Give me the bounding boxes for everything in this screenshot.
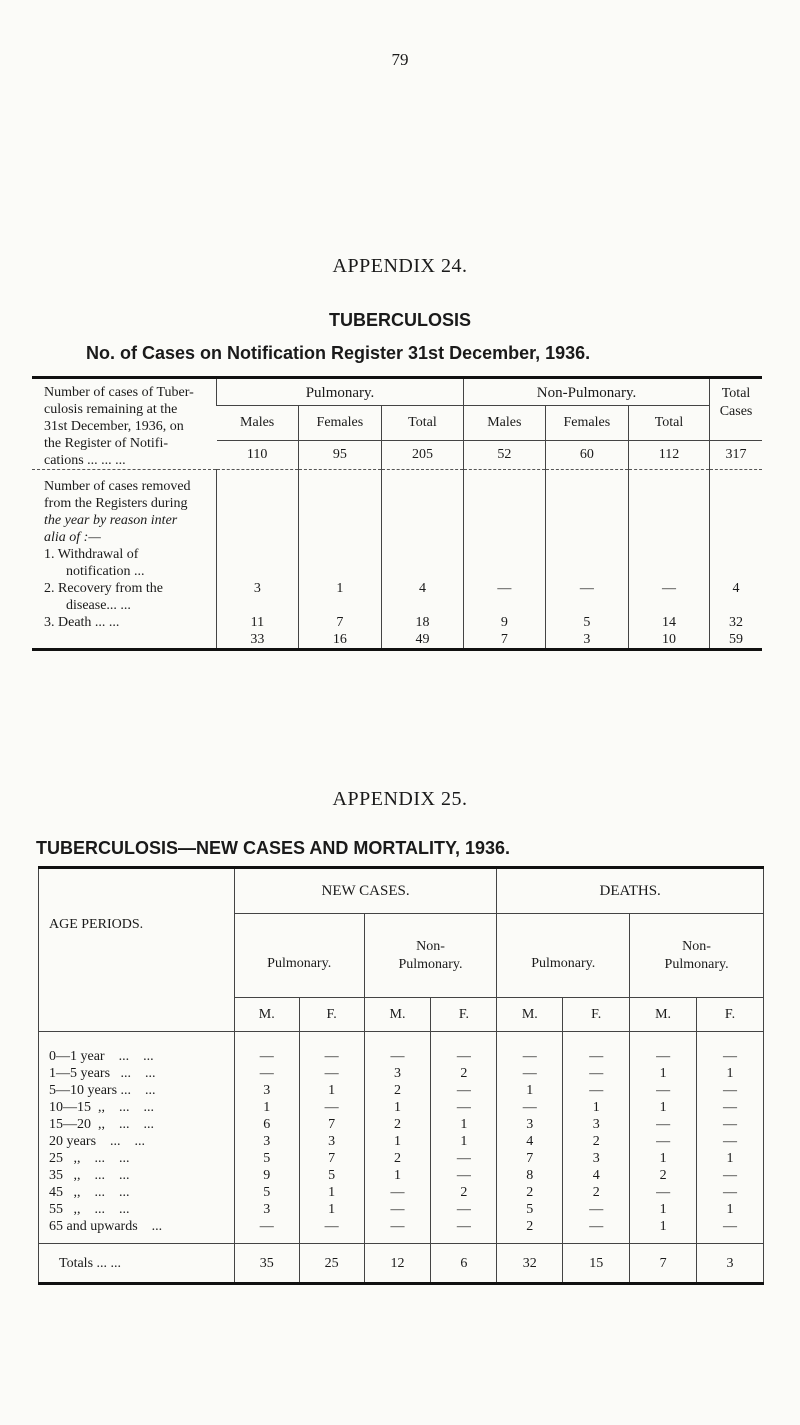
appendix-24-heading: TUBERCULOSIS <box>328 310 471 330</box>
death-label: 3. Death ... ... <box>44 615 120 630</box>
total-value: 6 <box>431 1244 497 1284</box>
cell-value: — <box>431 1082 497 1099</box>
cell-value: 3 <box>497 1116 563 1133</box>
cell-value: — <box>431 1099 497 1116</box>
remaining-value: 112 <box>628 441 709 470</box>
cell-value: 5 <box>497 1201 563 1218</box>
col-total: Total <box>381 406 463 441</box>
col-f: F. <box>299 998 364 1032</box>
appendix-24-title: APPENDIX 24. <box>332 255 468 277</box>
col-f: F. <box>431 998 497 1032</box>
cell-value: — <box>364 1032 431 1066</box>
table-row <box>39 1133 764 1150</box>
cell-value: 9 <box>234 1167 299 1184</box>
cell-value: — <box>630 1082 697 1099</box>
group-total-cases: Total Cases <box>710 378 762 441</box>
removed-col-pulm-males: 3 11 33 <box>217 470 299 650</box>
cell-value: 1 <box>563 1099 630 1116</box>
cell-value: — <box>497 1032 563 1066</box>
cell-value: 1 <box>497 1082 563 1099</box>
cell-value: — <box>497 1099 563 1116</box>
table-row <box>39 1201 764 1218</box>
cell-value: 3 <box>563 1116 630 1133</box>
cell-value: 3 <box>364 1065 431 1082</box>
cell-value: 2 <box>364 1150 431 1167</box>
col-m: M. <box>234 998 299 1032</box>
cell-value: 3 <box>234 1082 299 1099</box>
cell-value: — <box>563 1082 630 1099</box>
cell-value: 1 <box>697 1150 764 1167</box>
age-period-label: 65 and upwards ... <box>49 1219 163 1234</box>
cell-value: — <box>431 1167 497 1184</box>
notification-register-table <box>32 376 762 651</box>
col-m: M. <box>630 998 697 1032</box>
age-period-label: 1—5 years ... ... <box>49 1066 156 1081</box>
cell-value: 2 <box>563 1133 630 1150</box>
appendix-24-subheading: No. of Cases on Notification Register 31st December, 1936. <box>86 343 591 363</box>
new-cases-mortality-table <box>38 866 764 1285</box>
age-period-label: 20 years ... ... <box>49 1134 146 1149</box>
col-m: M. <box>364 998 431 1032</box>
cell-value: 1 <box>697 1201 764 1218</box>
cell-value: 4 <box>563 1167 630 1184</box>
cell-value: — <box>697 1133 764 1150</box>
cell-value: 1 <box>431 1116 497 1133</box>
cell-value: 5 <box>234 1150 299 1167</box>
recovery-label-1: 2. Recovery from the <box>44 581 163 596</box>
cell-value: 6 <box>234 1116 299 1133</box>
cell-value: 2 <box>431 1184 497 1201</box>
cell-value: 4 <box>497 1133 563 1150</box>
table-row <box>39 1116 764 1133</box>
age-period-label: 5—10 years ... ... <box>49 1083 156 1098</box>
table-row <box>39 1099 764 1116</box>
remaining-label: Number of cases of Tuber- culosis remaining at the 31st December, 1936, on the Register of Notifi- cations ... ... ... <box>32 378 217 470</box>
age-period-label: 0—1 year ... ... <box>49 1049 154 1064</box>
cell-value: 1 <box>630 1065 697 1082</box>
cell-value: 1 <box>697 1065 764 1082</box>
total-value: 25 <box>299 1244 364 1284</box>
age-period-label: 35 ,, ... ... <box>49 1168 130 1183</box>
cell-value: 8 <box>497 1167 563 1184</box>
remaining-value: 60 <box>545 441 628 470</box>
cell-value: 7 <box>299 1116 364 1133</box>
total-value: 35 <box>234 1244 299 1284</box>
age-period-label: 10—15 ,, ... ... <box>49 1100 154 1115</box>
cell-value: — <box>563 1218 630 1244</box>
cell-value: 3 <box>234 1133 299 1150</box>
cell-value: — <box>697 1116 764 1133</box>
age-period-label: 45 ,, ... ... <box>49 1185 130 1200</box>
cell-value: — <box>563 1201 630 1218</box>
cell-value: — <box>697 1032 764 1066</box>
removed-col-pulm-females: 1 7 16 <box>298 470 381 650</box>
age-period-label: 15—20 ,, ... ... <box>49 1117 154 1132</box>
table-row <box>39 1065 764 1082</box>
total-value: 15 <box>563 1244 630 1284</box>
withdrawal-label-2: notification ... <box>66 564 145 579</box>
col-m: M. <box>497 998 563 1032</box>
recovery-label-2: disease... ... <box>66 598 131 613</box>
col-f: F. <box>563 998 630 1032</box>
remaining-value: 52 <box>463 441 545 470</box>
group-non-pulmonary: Non-Pulmonary. <box>463 378 709 406</box>
col-females: Females <box>545 406 628 441</box>
cell-value: — <box>299 1032 364 1066</box>
total-value: 7 <box>630 1244 697 1284</box>
table-row <box>39 1032 764 1066</box>
cell-value: — <box>563 1032 630 1066</box>
cell-value: 1 <box>630 1218 697 1244</box>
remaining-value: 95 <box>298 441 381 470</box>
table-row <box>39 1082 764 1099</box>
cell-value: 5 <box>299 1167 364 1184</box>
cell-value: 3 <box>563 1150 630 1167</box>
remaining-value: 317 <box>710 441 762 470</box>
page-number: 79 <box>391 50 409 69</box>
cell-value: — <box>234 1218 299 1244</box>
col-females: Females <box>298 406 381 441</box>
cell-value: 1 <box>431 1133 497 1150</box>
group-pulmonary: Pulmonary. <box>217 378 464 406</box>
group-deaths: DEATHS. <box>497 868 764 914</box>
cell-value: — <box>630 1116 697 1133</box>
removed-col-pulm-total: 4 18 49 <box>381 470 463 650</box>
cell-value: 1 <box>364 1099 431 1116</box>
cell-value: 3 <box>299 1133 364 1150</box>
col-age-periods: AGE PERIODS. <box>39 868 235 1032</box>
cell-value: 1 <box>630 1150 697 1167</box>
cell-value: — <box>431 1150 497 1167</box>
col-males: Males <box>217 406 299 441</box>
deaths-non-pulmonary: Non- Pulmonary. <box>630 914 764 998</box>
cell-value: — <box>697 1099 764 1116</box>
col-total: Total <box>628 406 709 441</box>
totals-label: Totals ... ... <box>39 1244 235 1284</box>
cell-value: 1 <box>630 1201 697 1218</box>
cell-value: — <box>697 1082 764 1099</box>
remaining-value: 110 <box>217 441 299 470</box>
table-row <box>39 1150 764 1167</box>
col-f: F. <box>697 998 764 1032</box>
cell-value: 2 <box>364 1082 431 1099</box>
cell-value: 2 <box>563 1184 630 1201</box>
cell-value: 2 <box>497 1184 563 1201</box>
withdrawal-label-1: 1. Withdrawal of <box>44 547 139 562</box>
cell-value: 3 <box>234 1201 299 1218</box>
cell-value: — <box>630 1184 697 1201</box>
cell-value: — <box>630 1032 697 1066</box>
cell-value: — <box>431 1201 497 1218</box>
cell-value: — <box>697 1167 764 1184</box>
cell-value: — <box>630 1133 697 1150</box>
age-period-label: 25 ,, ... ... <box>49 1151 130 1166</box>
cell-value: — <box>431 1032 497 1066</box>
cell-value: — <box>234 1065 299 1082</box>
table-row <box>39 1167 764 1184</box>
cell-value: 1 <box>299 1184 364 1201</box>
total-value: 12 <box>364 1244 431 1284</box>
appendix-25-heading: TUBERCULOSIS—NEW CASES AND MORTALITY, 1936. <box>36 838 511 858</box>
cell-value: 5 <box>234 1184 299 1201</box>
cell-value: 2 <box>630 1167 697 1184</box>
cell-value: 1 <box>630 1099 697 1116</box>
cell-value: — <box>697 1218 764 1244</box>
cell-value: 1 <box>299 1082 364 1099</box>
total-value: 3 <box>697 1244 764 1284</box>
cell-value: — <box>299 1099 364 1116</box>
cell-value: 2 <box>497 1218 563 1244</box>
cell-value: — <box>299 1218 364 1244</box>
new-non-pulmonary: Non- Pulmonary. <box>364 914 497 998</box>
cell-value: — <box>497 1065 563 1082</box>
table-row <box>39 1184 764 1201</box>
cell-value: — <box>364 1184 431 1201</box>
cell-value: — <box>563 1065 630 1082</box>
cell-value: — <box>364 1218 431 1244</box>
age-period-label: 55 ,, ... ... <box>49 1202 130 1217</box>
col-males: Males <box>463 406 545 441</box>
removed-col-nonpulm-females: — 5 3 <box>545 470 628 650</box>
cell-value: — <box>431 1218 497 1244</box>
cell-value: 7 <box>497 1150 563 1167</box>
total-value: 32 <box>497 1244 563 1284</box>
cell-value: — <box>697 1184 764 1201</box>
cell-value: 2 <box>431 1065 497 1082</box>
cell-value: 1 <box>364 1133 431 1150</box>
cell-value: 1 <box>234 1099 299 1116</box>
remaining-value: 205 <box>381 441 463 470</box>
removed-col-total-cases: 4 32 59 <box>710 470 762 650</box>
cell-value: — <box>364 1201 431 1218</box>
cell-value: 2 <box>364 1116 431 1133</box>
removed-col-nonpulm-total: — 14 10 <box>628 470 709 650</box>
new-pulmonary: Pulmonary. <box>234 914 364 998</box>
removed-label: Number of cases removed from the Registers during the year by reason inter alia of :— 1. Withdrawal of notification ... 2. Recovery from the disease... ... 3. Death ... ... <box>32 470 217 650</box>
cell-value: 1 <box>299 1201 364 1218</box>
cell-value: — <box>299 1065 364 1082</box>
removed-col-nonpulm-males: — 9 7 <box>463 470 545 650</box>
deaths-pulmonary: Pulmonary. <box>497 914 630 998</box>
cell-value: — <box>234 1032 299 1066</box>
cell-value: 1 <box>364 1167 431 1184</box>
group-new-cases: NEW CASES. <box>234 868 497 914</box>
table-row <box>39 1218 764 1244</box>
cell-value: 7 <box>299 1150 364 1167</box>
appendix-25-title: APPENDIX 25. <box>332 788 468 810</box>
